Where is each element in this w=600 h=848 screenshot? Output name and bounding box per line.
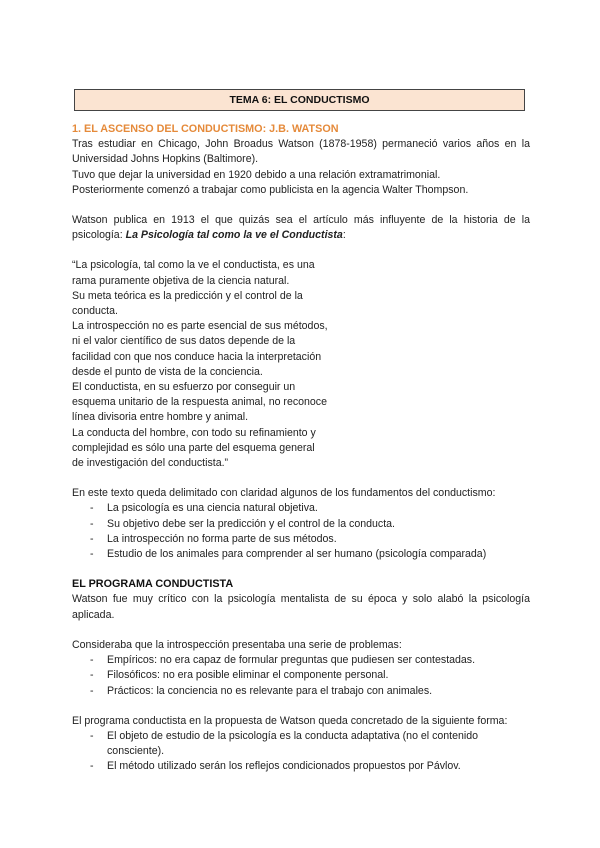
list-item-text: Filosóficos: no era posible eliminar el componente personal. [107, 669, 389, 682]
list-item-text: Empíricos: no era capaz de formular preguntas que pudiesen ser contestadas. [107, 654, 476, 667]
dash-bullet: - [90, 760, 94, 773]
dash-bullet: - [90, 532, 94, 545]
quote-line: complejidad es sólo una parte del esquema general [72, 441, 315, 454]
list-item [72, 759, 530, 774]
article-title: La Psicología tal como la ve el Conductista [125, 229, 343, 242]
quote-line: “La psicología, tal como la ve el conductista, es una [72, 259, 315, 272]
quote-line: facilidad con que nos conduce hacia la interpretación [72, 350, 322, 363]
quote-line: de investigación del conductista.” [72, 457, 229, 470]
section1-heading: 1. EL ASCENSO DEL CONDUCTISMO: J.B. WATSON [72, 123, 339, 135]
list-item-text: Estudio de los animales para comprender al ser humano (psicología comparada) [107, 548, 487, 561]
programa-intro: El programa conductista en la propuesta de Watson queda concretado de la siguiente forma: [72, 714, 508, 727]
quote-line: ni el valor científico de sus datos depende de la [72, 335, 296, 348]
section1-line3: Posteriormente comenzó a trabajar como publicista en la agencia Walter Thompson. [72, 183, 469, 196]
spacer [72, 471, 530, 486]
list-item [72, 653, 530, 668]
section1-paragraph: Tras estudiar en Chicago, John Broadus Watson (1878-1958) permaneció varios años en la Universidad Johns Hopkins (Baltimore). [72, 138, 530, 166]
dash-bullet: - [90, 517, 94, 530]
watson-quote [72, 258, 357, 471]
quote-line: conducta. [72, 305, 118, 318]
dash-bullet: - [90, 684, 94, 697]
list-item-text: Prácticos: la conciencia no es relevante para el trabajo con animales. [107, 684, 433, 697]
list-item-text: Su objetivo debe ser la predicción y el control de la conducta. [107, 517, 395, 530]
spacer [72, 623, 530, 638]
list-item-text: El método utilizado serán los reflejos condicionados propuestos por Pávlov. [107, 760, 461, 773]
dash-bullet: - [90, 502, 94, 515]
dash-bullet: - [90, 654, 94, 667]
problemas-intro: Consideraba que la introspección presentaba una serie de problemas: [72, 638, 402, 651]
programa-list [72, 729, 530, 775]
list-item-text: La introspección no forma parte de sus métodos. [107, 532, 337, 545]
article-suffix: : [342, 229, 346, 242]
spacer [72, 562, 530, 577]
section2-heading: EL PROGRAMA CONDUCTISTA [72, 578, 234, 591]
list-item [72, 532, 530, 547]
page-title: TEMA 6: EL CONDUCTISMO [74, 89, 525, 111]
fundamentos-intro: En este texto queda delimitado con claridad algunos de los fundamentos del conductismo: [72, 487, 496, 500]
list-item [72, 729, 530, 759]
list-item [72, 547, 530, 562]
quote-line: desde el punto de vista de la conciencia. [72, 365, 263, 378]
quote-line: línea divisoria entre hombre y animal. [72, 411, 249, 424]
section1-line2: Tuvo que dejar la universidad en 1920 debido a una relación extramatrimonial. [72, 168, 441, 181]
list-item-text: El objeto de estudio de la psicología es la conducta adaptativa (no el contenido consciente). [107, 729, 479, 758]
quote-line: Su meta teórica es la predicción y el control de la [72, 289, 303, 302]
list-item [72, 517, 530, 532]
quote-line: El conductista, en su esfuerzo por conseguir un [72, 381, 296, 394]
quote-line: rama puramente objetiva de la ciencia natural. [72, 274, 290, 287]
dash-bullet: - [90, 548, 94, 561]
spacer [72, 198, 530, 213]
dash-bullet: - [90, 669, 94, 682]
dash-bullet: - [90, 729, 94, 742]
problemas-list [72, 653, 530, 699]
quote-line: La conducta del hombre, con todo su refinamiento y [72, 426, 316, 439]
publica-text: Watson publica en 1913 el que quizás sea el artículo más influyente de la historia de la psicología: [72, 214, 530, 242]
section2-paragraph: Watson fue muy crítico con la psicología mentalista de su época y solo alabó la psicología aplicada. [72, 593, 530, 621]
spacer [72, 699, 530, 714]
publica-paragraph [72, 213, 530, 243]
list-item [72, 501, 530, 516]
list-item [72, 684, 530, 699]
quote-line: La introspección no es parte esencial de sus métodos, [72, 320, 328, 333]
document-body [72, 122, 530, 775]
fundamentos-list [72, 501, 530, 562]
quote-line: esquema unitario de la respuesta animal, no reconoce [72, 396, 327, 409]
list-item [72, 668, 530, 683]
spacer [72, 243, 530, 258]
list-item-text: La psicología es una ciencia natural objetiva. [107, 502, 318, 515]
